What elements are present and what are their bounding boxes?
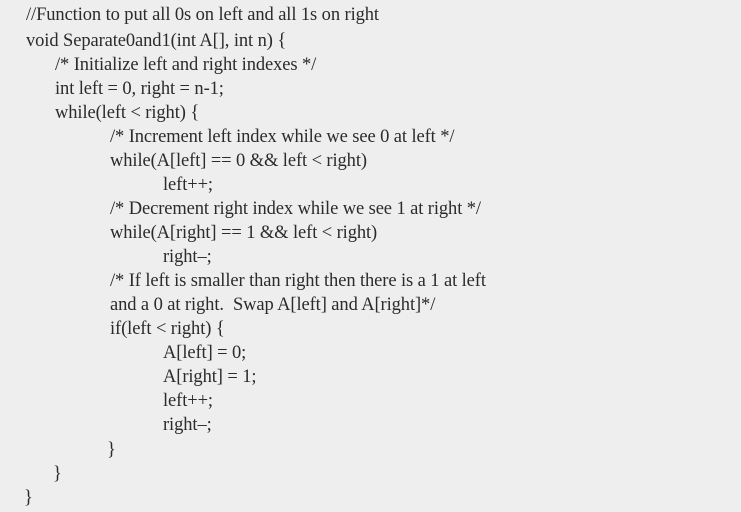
code-line-comment-header: //Function to put all 0s on left and all 1s on right	[26, 5, 379, 25]
code-line-comment-swap-1: /* If left is smaller than right then there is a 1 at left	[110, 271, 486, 291]
code-line-comment-swap-2: and a 0 at right. Swap A[left] and A[right]*/	[110, 295, 436, 315]
code-line-comment-init: /* Initialize left and right indexes */	[55, 55, 317, 75]
code-line-close-function: }	[24, 488, 33, 508]
code-line-if: if(left < right) {	[110, 319, 225, 339]
code-line-while-right: while(A[right] == 1 && left < right)	[110, 223, 378, 243]
code-line-right-decrement-2: right–;	[163, 415, 212, 435]
code-line-comment-increment: /* Increment left index while we see 0 at left */	[110, 127, 455, 147]
code-line-left-increment: left++;	[163, 175, 213, 195]
code-line-close-while: }	[53, 464, 62, 484]
code-line-function-signature: void Separate0and1(int A[], int n) {	[26, 31, 287, 51]
code-line-right-decrement: right–;	[163, 247, 212, 267]
code-line-declaration: int left = 0, right = n-1;	[55, 79, 224, 99]
code-line-while-left: while(A[left] == 0 && left < right)	[110, 151, 367, 171]
code-line-assign-left: A[left] = 0;	[163, 343, 247, 363]
code-line-left-increment-2: left++;	[163, 391, 213, 411]
code-line-close-if: }	[107, 440, 116, 460]
code-line-assign-right: A[right] = 1;	[163, 367, 257, 387]
code-line-comment-decrement: /* Decrement right index while we see 1 at right */	[110, 199, 481, 219]
code-line-outer-while: while(left < right) {	[55, 103, 200, 123]
